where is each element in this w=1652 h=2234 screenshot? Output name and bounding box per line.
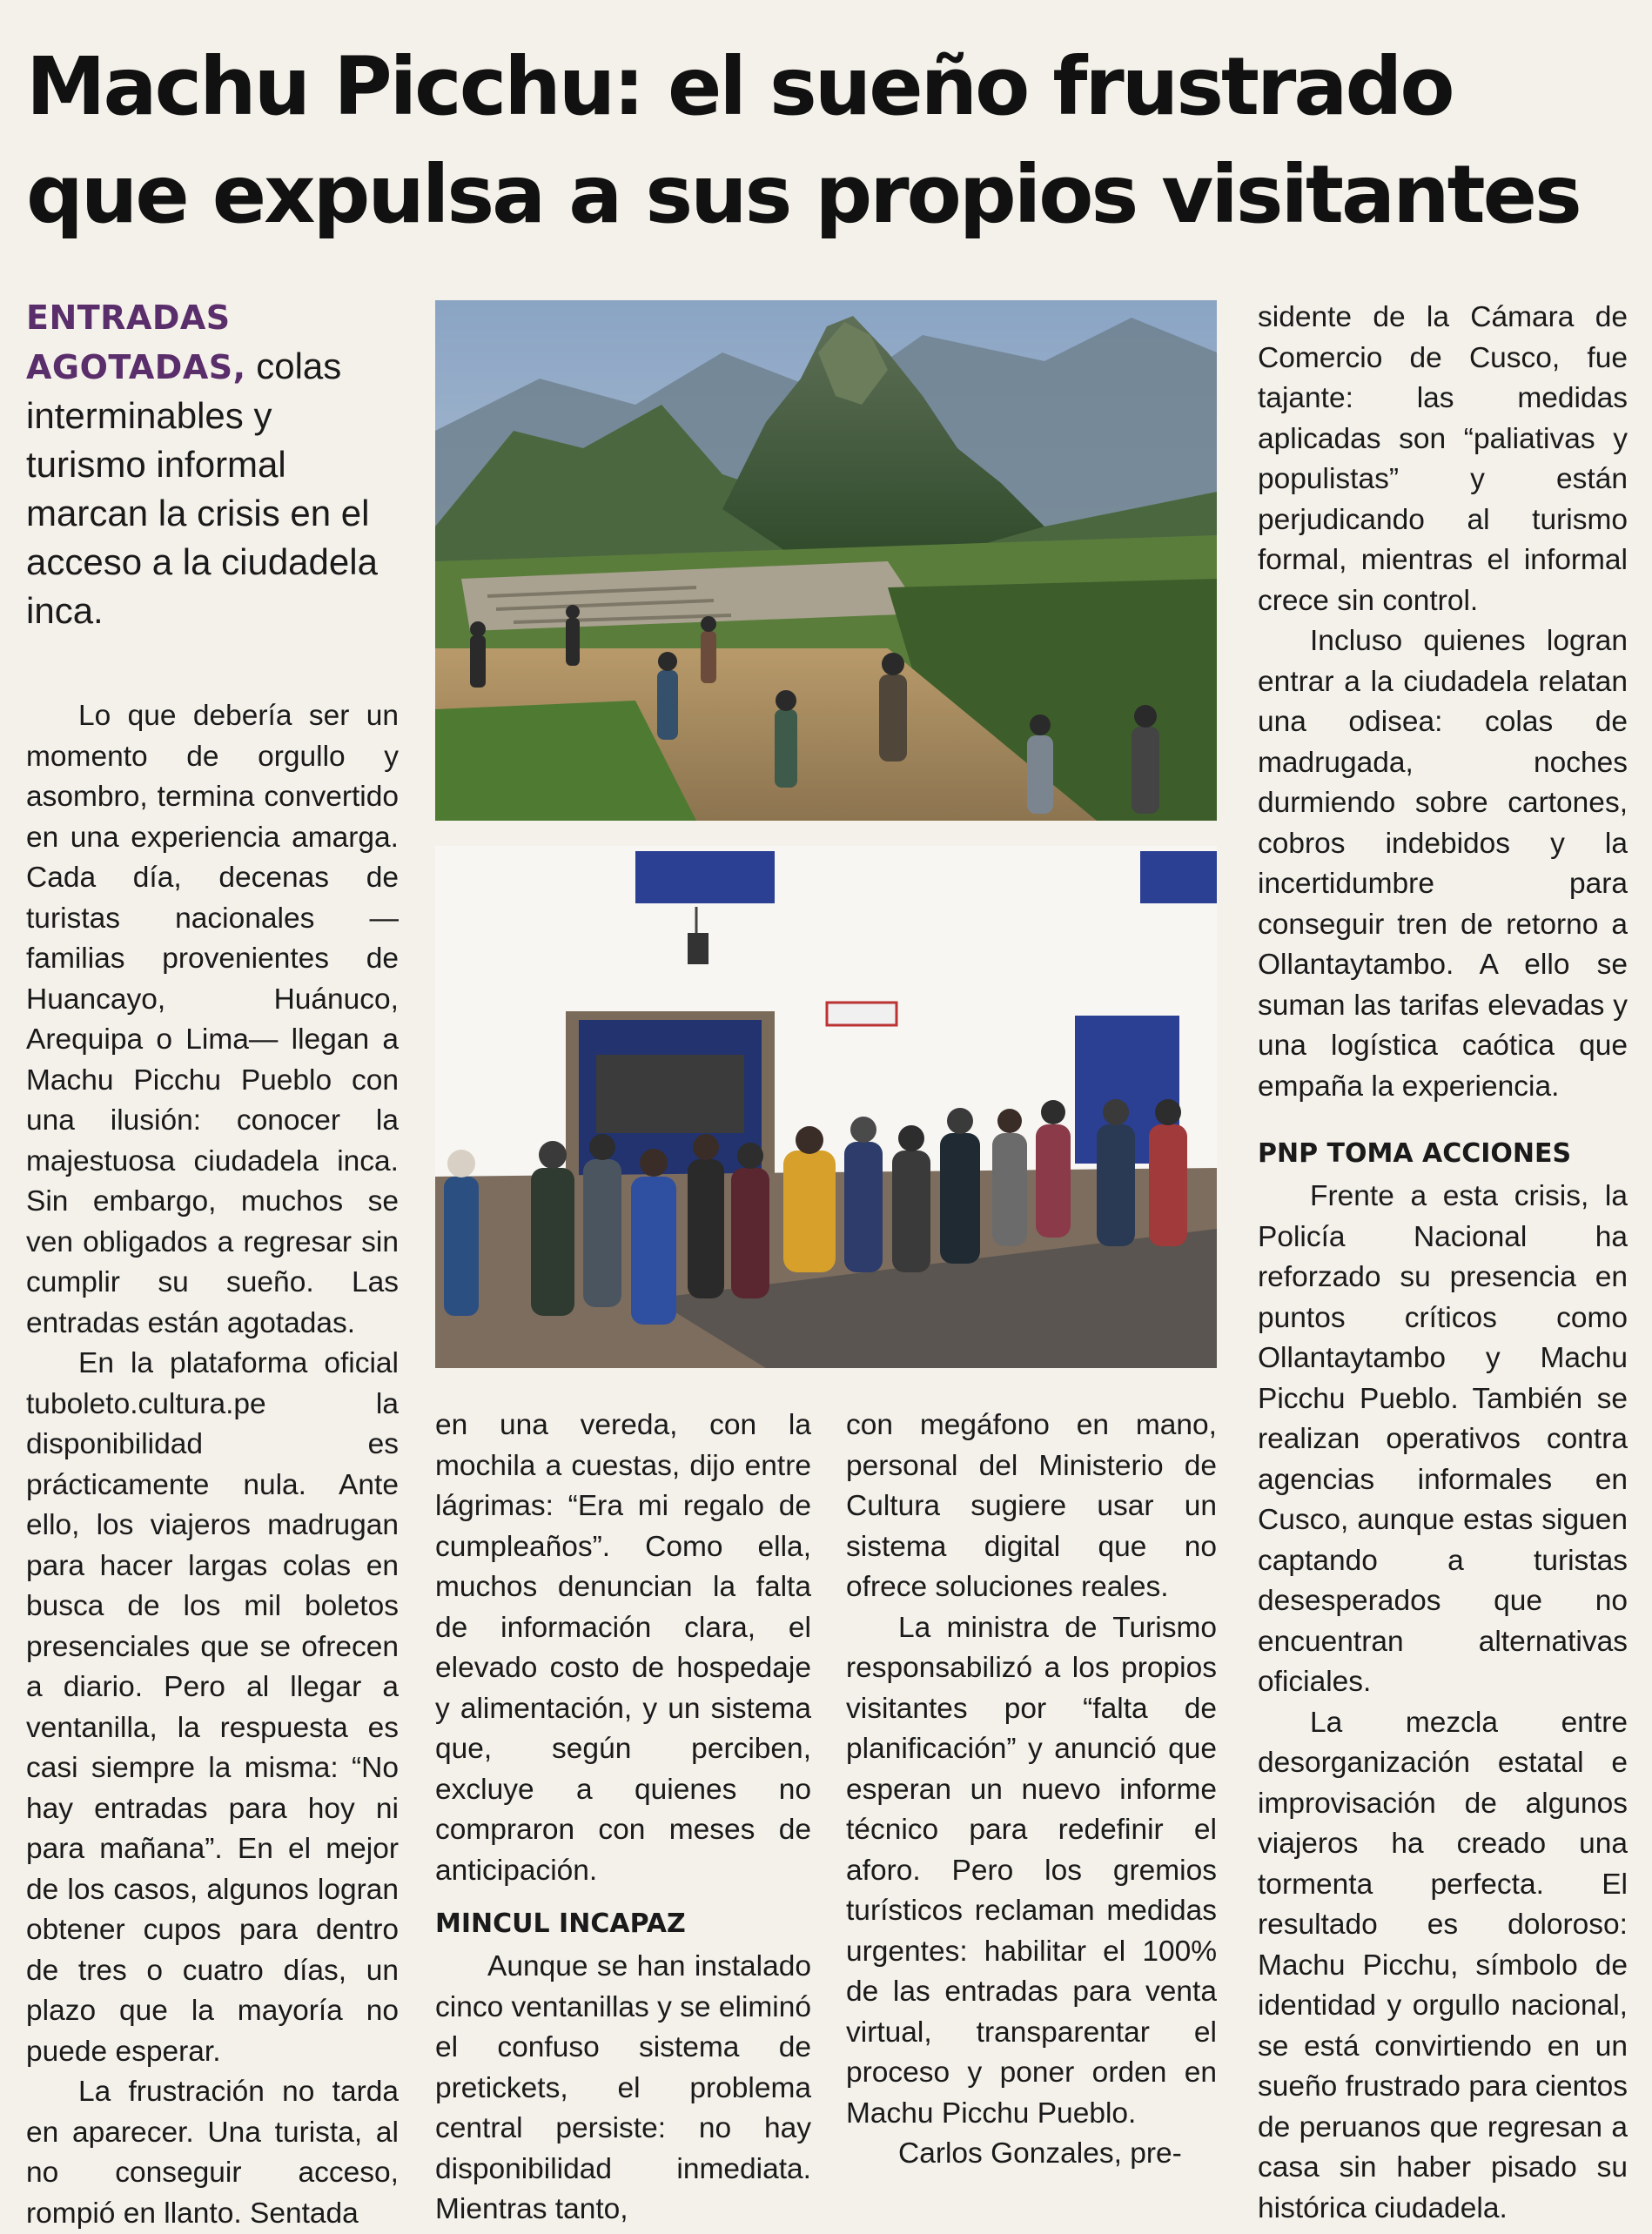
col3-paragraph-1: con megáfono en mano, personal del Ministerio de Cultura sugiere usar un sistema digital que no ofrece soluciones reales.	[846, 1409, 1217, 1603]
col3-paragraph-2: La ministra de Turismo responsabilizó a los propios visitantes por “falta de planificación” y anunció que esperan un nuevo informe técnico para redefinir el aforo. Pero los gremios turísticos reclaman medidas urgentes: habilitar el 100% de las entradas para venta virtual, transparentar el proceso y poner orden en Machu Picchu Pueblo.	[846, 1611, 1217, 2130]
subhead-pnp: PNP TOMA ACCIONES	[1258, 1138, 1572, 1169]
subhead-mincul: MINCUL INCAPAZ	[435, 1909, 686, 1939]
headline	[26, 33, 1628, 249]
column-3	[846, 1405, 1217, 2175]
machu-picchu-illustration	[435, 300, 1217, 821]
col3-paragraph-3: Carlos Gonzales, pre-	[898, 2137, 1182, 2170]
col4-paragraph-3: Frente a esta crisis, la Policía Nacional ha reforzado su presencia en puntos críticos como Ollantaytambo y Machu Picchu Pueblo. También se realizan operativos contra agencias informales en Cusco, aunque estas siguen captando a turistas desesperados que no encuentran alternativas oficiales.	[1258, 1180, 1628, 1698]
col2-paragraph-1: en una vereda, con la mochila a cuestas, dijo entre lágrimas: “Era mi regalo de cumpleaños”. Como ella, muchos denuncian la falta de información clara, el elevado costo de hospedaje y alimentación, y un sistema que, según perciben, excluye a quienes no compraron con meses de anticipación.	[435, 1409, 811, 1887]
col1-paragraph-3: La frustración no tarda en aparecer. Una turista, al no conseguir acceso, rompió en llanto. Sentada	[26, 2076, 399, 2230]
column-4	[1258, 298, 1628, 2229]
column-1	[26, 696, 399, 2234]
col2-paragraph-2: Aunque se han instalado cinco ventanillas y se eliminó el confuso sistema de pretickets, el problema central persiste: no hay disponibilidad inmediata. Mientras tanto,	[435, 1950, 811, 2225]
col1-paragraph-1: Lo que debería ser un momento de orgullo y asombro, termina convertido en una experiencia amarga. Cada día, decenas de turistas nacionales —familias provenientes de Huancayo, Huánuco, Arequipa o Lima— llegan a Machu Picchu Pueblo con una ilusión: conocer la majestuosa ciudadela inca. Sin embargo, muchos se ven obligados a regresar sin cumplir su sueño. Las entradas están agotadas.	[26, 700, 399, 1339]
ticket-queue-illustration	[435, 846, 1217, 1368]
column-2	[435, 1405, 811, 2231]
col1-paragraph-2: En la plataforma oficial tuboleto.cultura.pe la disponibilidad es prácticamente nula. Ante ello, los viajeros madrugan para hacer largas colas en busca de los mil boletos presenciales que se ofrecen a diario. Pero al llegar a ventanilla, la respuesta es casi siempre la misma: “No hay entradas para hoy ni para mañana”. En el mejor de los casos, algunos logran obtener cupos para dentro de tres o cuatro días, un plazo que la mayoría no puede esperar.	[26, 1347, 399, 2068]
lead-kicker: ENTRADAS AGOTADAS,	[26, 299, 246, 386]
col4-paragraph-1: sidente de la Cámara de Comercio de Cusco, fue tajante: las medidas aplicadas son “paliativas y populistas” y están perjudicando al turismo formal, mientras el informal crece sin control.	[1258, 301, 1628, 617]
col4-paragraph-4: La mezcla entre desorganización estatal e improvisación de algunos viajeros ha creado una tormenta perfecta. El resultado es doloroso: Machu Picchu, símbolo de identidad y orgullo nacional, se está convirtiendo en un sueño frustrado para cientos de peruanos que regresan a casa sin haber pisado su histórica ciudadela.	[1258, 1706, 1628, 2224]
col4-paragraph-2: Incluso quienes logran entrar a la ciudadela relatan una odisea: colas de madrugada, noches durmiendo sobre cartones, cobros indebidos y la incertidumbre para conseguir tren de retorno a Ollantaytambo. A ello se suman las tarifas elevadas y una logística caótica que empaña la experiencia.	[1258, 625, 1628, 1103]
headline-line-1: Machu Picchu: el sueño frustrado	[26, 40, 1453, 133]
photo-ticket-queue	[435, 846, 1217, 1368]
lead-text: colas interminables y turismo informal marcan la crisis en el acceso a la ciudadela inca.	[26, 345, 378, 631]
photo-machu-picchu	[435, 300, 1217, 821]
headline-line-2: que expulsa a sus propios visitantes	[26, 148, 1580, 241]
lead-paragraph	[26, 292, 383, 635]
